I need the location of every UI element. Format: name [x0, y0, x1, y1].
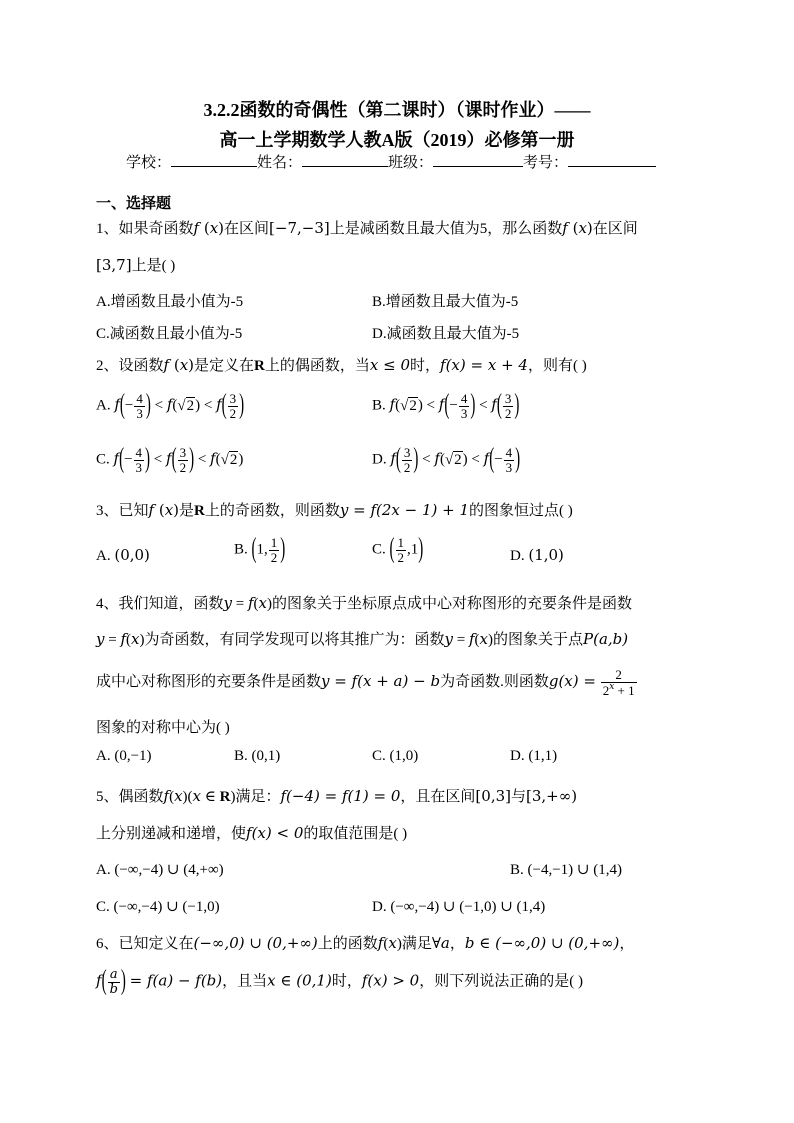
- q5-option-c[interactable]: C. (−∞,−4) ∪ (−1,0): [96, 899, 220, 915]
- q4-stem-line3: 成中心对称图形的充要条件是函数y = f(x + a) − b为奇函数.则函数g(x) = $\frac{2}{2^x + 1}$: [96, 667, 635, 698]
- q2-option-b[interactable]: B. f(√2) < f(− $\frac{4}{3}$ ) < f( $\frac{3}{2}$ ): [372, 389, 520, 421]
- student-info-row: [126, 151, 656, 172]
- class-field[interactable]: [433, 152, 523, 167]
- q3-option-a[interactable]: A. (0,0): [96, 546, 150, 564]
- q4-option-b[interactable]: B. (0,1): [234, 748, 281, 764]
- q6-stem-line1: 6、已知定义在(−∞,0) ∪ (0,+∞)上的函数f(x)满足∀a，b ∈ (−∞,0) ∪ (0,+∞)，: [96, 934, 635, 952]
- q5-stem-line2: 上分别递减和递增，使f(x) < 0的取值范围是( ): [96, 824, 408, 842]
- q4-stem-line4: 图象的对称中心为( ): [96, 720, 230, 736]
- q5-option-d[interactable]: D. (−∞,−4) ∪ (−1,0) ∪ (1,4): [372, 899, 546, 915]
- q5-option-a[interactable]: A. (−∞,−4) ∪ (4,+∞): [96, 862, 224, 878]
- q3-stem: 3、已知f (x)是R上的奇函数，则函数y = f(2x − 1) + 1的图象恒过点( ): [96, 501, 573, 519]
- name-field[interactable]: [302, 152, 388, 167]
- q3-option-b[interactable]: B. (1, $\frac{1}{2}$ ): [234, 533, 286, 565]
- q1-option-b[interactable]: B.增函数且最大值为-5: [372, 294, 519, 310]
- q5-option-b[interactable]: B. (−4,−1) ∪ (1,4): [510, 862, 622, 878]
- q4-option-c[interactable]: C. (1,0): [372, 748, 419, 764]
- exam-no-field[interactable]: [568, 152, 656, 167]
- q5-stem-line1: 5、偶函数f(x)(x ∈ R)满足：f(−4) = f(1) = 0，且在区间[0,3]与[3,+∞): [96, 787, 578, 805]
- title-line-1: 3.2.2函数的奇偶性（第二课时）（课时作业）——: [203, 100, 591, 120]
- name-label: 姓名：: [257, 155, 303, 171]
- q2-option-a[interactable]: A. f(− $\frac{4}{3}$ ) < f(√2) < f( $\frac{3}{2}$ ): [96, 389, 245, 421]
- section-title: 一、选择题: [96, 196, 172, 212]
- q1-stem-line2: [3,7]上是( ): [96, 256, 176, 274]
- q4-stem-line1: 4、我们知道，函数y = f(x)的图象关于坐标原点成中心对称图形的充要条件是函数: [96, 594, 633, 612]
- school-field[interactable]: [171, 152, 257, 167]
- class-label: 班级：: [388, 155, 434, 171]
- q6-stem-line2: f( $\frac{a}{b}$ ) = f(a) − f(b)，且当x ∈ (0,1)时，f(x) > 0，则下列说法正确的是( ): [96, 965, 583, 997]
- q2-option-c[interactable]: C. f(− $\frac{4}{3}$ ) < f( $\frac{3}{2}$ ) < f(√2): [96, 443, 244, 475]
- q1-option-a[interactable]: A.增函数且最小值为-5: [96, 294, 244, 310]
- q3-option-c[interactable]: C. ( $\frac{1}{2}$ ,1): [372, 533, 424, 565]
- exam-no-label: 考号：: [523, 155, 569, 171]
- q2-stem: 2、设函数f (x)是定义在R上的偶函数，当x ≤ 0时，f(x) = x + 4，则有( ): [96, 356, 587, 374]
- q1-stem-line1: 1、如果奇函数f (x)在区间[−7,−3]上是减函数且最大值为5，那么函数f (x)在区间: [96, 219, 638, 237]
- title-line-2: 高一上学期数学人教A版（2019）必修第一册: [219, 130, 575, 150]
- q3-option-d[interactable]: D. (1,0): [510, 546, 564, 564]
- q1-option-d[interactable]: D.减函数且最大值为-5: [372, 326, 520, 342]
- q4-option-a[interactable]: A. (0,−1): [96, 748, 152, 764]
- q2-option-d[interactable]: D. f( $\frac{3}{2}$ ) < f(√2) < f(− $\frac{4}{3}$ ): [372, 443, 521, 475]
- q4-stem-line2: y = f(x)为奇函数，有同学发现可以将其推广为：函数y = f(x)的图象关于点P(a,b): [96, 630, 629, 648]
- q1-option-c[interactable]: C.减函数且最小值为-5: [96, 326, 243, 342]
- school-label: 学校：: [126, 155, 172, 171]
- q4-option-d[interactable]: D. (1,1): [510, 748, 558, 764]
